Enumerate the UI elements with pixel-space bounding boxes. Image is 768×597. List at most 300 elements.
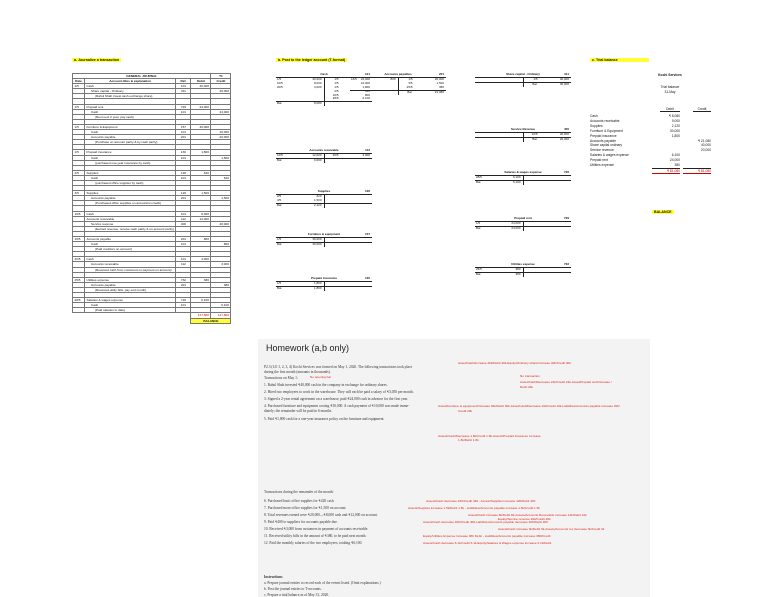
journal-credit: 20,000 [211,135,231,140]
t-entry-amount [339,238,373,242]
journal-account: Accounts payable [85,282,176,287]
journal-credit: 620 [211,175,231,180]
t-account [350,72,446,95]
journal-account: Cash [85,155,176,160]
tb-account: Salaries & wages expense [590,153,629,158]
journal-date: 16/5 [73,237,85,242]
t-account-name: Furniture & equipment [307,232,341,236]
journal-credit: 6,100 [211,303,231,308]
t-entry-amount: 380 [515,267,521,271]
t-account [475,72,571,87]
t-entry-date [524,268,538,272]
journal-debit: 620 [191,170,211,175]
t-balance-amount: 380 [515,271,521,276]
tb-company: Kochi Services [658,73,682,77]
journal-ref: 126 [176,191,191,196]
t-entry-amount: 3,000 [362,153,370,157]
journal-account: Accounts payable [85,135,176,140]
t-entry-amount: 24,000 [360,77,370,81]
journal-account: Prepaid rent [85,104,176,109]
homework-item: 5. Paid ₹1,800 cash for a one-year insurance policy on the furniture and equipment. [264,417,385,421]
t-balance-label: Bal. [277,202,283,207]
homework-item: 4. Purchased furniture and equipment costing ₹30,000. A cash payment of ₹10,000 was made imme- [264,404,410,408]
t-account-name: Prepaid insurance [310,276,337,280]
journal-date: 1/5 [73,124,85,129]
journal-account: Supplies [85,170,176,175]
journal-ref: 112 [176,262,191,267]
tb-balance-label: BALANCE [654,210,672,214]
t-account [276,189,372,208]
journal-credit: 40,000 [211,89,231,94]
t-entry-date [524,176,538,180]
tb-account: Prepaid rent [590,158,608,163]
journal-account: Utilities expense [85,277,176,282]
t-entry-date [325,238,339,242]
t-entry-amount [538,268,572,272]
tb-credit [683,163,711,167]
t-account-name: Accounts receivable [309,148,339,152]
t-account-name: Share capital - Ordinary [506,72,540,76]
t-entry-date: 2/5 [277,194,282,198]
t-account-number: 726 [563,170,569,174]
t-balance-label: Bal. [407,89,413,94]
t-balance-label: Bal. [476,225,482,230]
t-balance-label: Bal. [277,101,283,106]
journal-account: (Rahul Shah invest cash exchange share) [85,94,176,99]
t-entry-amount: 10,000 [360,80,370,85]
journal-ref: 201 [176,237,191,242]
homework-annotation: Assets/Cash decrease 400/Credit 400-Liabilities/Accounts payable decrease 400/Debit 400 [423,520,548,524]
t-entry-date: 1/5 [476,221,481,225]
homework-annotation: Asset/Cash/Increase 40k/Debit 40k-Equity/Ordinary share/Increase 40k/Credit 40k [458,361,571,365]
journal-page: T1 [211,74,231,79]
journal-ref: 112 [176,216,191,221]
journal-account: Cash [85,109,176,114]
t-entry-amount [339,199,373,203]
t-account-number: 400 [563,127,569,131]
tb-credit [683,114,711,118]
t-account-number: 201 [438,72,444,76]
t-entry-amount: 24,000 [511,221,521,225]
journal-ref: 201 [176,282,191,287]
homework-opening-note: No opening bal [310,375,331,379]
t-balance-label: Bal. [476,271,482,276]
homework-item: 9. Paid ₹400 to suppliers for accounts payable due. [264,520,338,524]
tb-credit: ₹ 21,080 [697,138,711,143]
journal-account: Accounts payable [85,196,176,201]
header-credit: Credit [211,79,231,84]
homework-annotation: Equity/Service revenue 20k/Credit 20k [498,517,551,521]
journal-account: Salaries & wages expense [85,298,176,303]
tb-debit: 380 [674,163,680,167]
homework-annotation: Equity/Utilities Expense increase 380 Debit - Liabilities/Accounts payable increase 380/Credit [423,534,551,538]
section-a-label: a. Journalize a transaction [74,58,120,62]
homework-subhead-2: Transactions during the remainder of the month: [264,490,334,494]
journal-ref: 101 [176,84,191,89]
journal-credit: 1,500 [211,196,231,201]
homework-annotation: No transaction [520,374,540,378]
journal-debit: 8,000 [191,211,211,216]
t-entry-amount: 1,500 [436,80,444,85]
t-entry-amount [364,86,398,90]
t-entry-amount: 800 [390,77,396,81]
journal-account: Accounts payable [85,237,176,242]
homework-item: 2. Hired two employees to work in the warehouse. They will each be paid a salary of ₹3,050 per month. [264,390,414,394]
t-entry-amount: 12,000 [312,153,322,157]
t-entry-amount: 380 [438,84,444,89]
t-account-number: 732 [563,262,569,266]
t-account-name: Salaries & wages expense [504,170,542,174]
tb-debit [652,139,680,143]
homework-instructions-title: Instructions [264,575,283,579]
t-entry-date: 16/5 [351,77,357,81]
t-account-number: 126 [364,189,370,193]
tb-debit: 24,000 [669,158,680,163]
journal-date: 1/5 [73,84,85,89]
homework-image [258,339,650,597]
t-account-name: Cash [320,72,328,76]
homework-subhead-1: Transactions on May 1: [264,376,298,380]
t-entry-date [475,78,489,82]
t-balance-label: Bal. [532,136,538,141]
t-entry-amount: 8,000 [313,80,322,85]
tb-credit [683,129,711,133]
t-account-number: 130 [364,276,370,280]
journal-debit: 800 [191,237,211,242]
t-entry-amount: 3,000 [313,84,322,89]
journal-account: (Received utility bills, pay end month) [85,287,176,292]
t-account-number: 101 [364,72,370,76]
journal-date: 10/5 [73,211,85,216]
trial-balance [590,73,710,193]
t-entry-date: 10/5 [531,132,538,136]
tb-account: Cash [590,114,598,118]
homework-annotation: Credit 20k [458,409,473,413]
tb-debit: 2,120 [671,123,680,128]
journal-account: Accounts receivable [85,262,176,267]
journal-ref: 101 [176,211,191,216]
journal-date: 25/5 [73,277,85,282]
journal-ref: 101 [176,257,191,262]
t-entry-amount: 40,000 [312,77,322,81]
header-date: Date [73,79,85,84]
tb-title: Trial balance [660,85,680,89]
t-entry-date: 1/5 [334,84,339,89]
journal-account: Cash [85,175,176,180]
t-entry-date: 1/5 [334,80,339,85]
journal-ref: 101 [176,130,191,135]
t-entry-date: 3/5 [408,80,413,85]
homework-intro-2: during the first month (amounts in thousands). [264,370,331,374]
t-entry-amount [339,282,373,286]
journal-date: 3/5 [73,191,85,196]
tb-col-debit: Debit [660,107,680,112]
journal-debit: 1,800 [191,150,211,155]
homework-annotation: Assets/Cash decrease 420/Credit 420 - Assets/Supplies increase 420/Debit 420 [426,499,536,503]
t-balance-label: Bal. [277,285,283,290]
t-account [475,262,571,277]
journal-debit: 30,000 [191,124,211,129]
journal-account: Service revenue [85,221,176,226]
homework-intro-1: P2.3 (LO 1, 2, 3, 4) Kochi Services was formed on May 1, 2020. The following transactions took place [264,365,413,369]
t-account-number: 729 [563,216,569,220]
t-entry-date [350,86,364,90]
tb-debit: 6,100 [671,153,680,158]
tb-credit: 40,000 [700,143,711,148]
journal-debit: 3,000 [191,257,211,262]
homework-annotation: 1.8k/Debit 1.8k [458,438,479,442]
tb-credit [683,124,711,128]
journal-balance-label: BALANCE [191,318,231,323]
tb-credit [683,119,711,123]
tb-account: Service revenue [590,148,614,153]
journal-ref: 201 [176,196,191,201]
tb-account: Utilities expense [590,163,615,167]
homework-item: 12. Paid the monthly salaries of the two employees, totaling ₹6,100. [264,541,363,545]
journal-account: Accounts receivable [85,216,176,221]
t-account-number: 311 [564,72,569,76]
t-balance-amount: 9,000 [313,157,322,162]
t-account-name: Supplies [317,189,331,193]
journal-credit: 3,000 [211,262,231,267]
homework-item: 1. Rahul Shah invested ₹40,000 cash in the company in exchange for ordinary shares. [264,383,388,387]
journal-credit: 10,000 [211,130,231,135]
homework-item: 8. Total revenues earned were ₹20,000—₹8,000 cash and ₹12,000 on account. [264,513,378,517]
t-entry-amount: 40,000 [559,77,569,81]
journal-debit: 12,000 [191,216,211,221]
t-entry-date: 28/5 [476,175,482,179]
t-account [276,232,372,247]
journal-debit: 40,000 [191,84,211,89]
t-balance-amount: 2,120 [313,202,322,207]
t-balance-amount: 40,000 [559,81,569,86]
journal-ref: 311 [176,89,191,94]
journal-date: 2/5 [73,170,85,175]
t-entry-date: 1/5 [277,237,282,241]
tb-total-debit: ₹ 81,080 [652,168,680,174]
t-balance-amount: 1,800 [313,285,322,290]
journal-account: Prepaid insurance [85,150,176,155]
journal-ref: 130 [176,150,191,155]
tb-account: Furniture & Equipment [590,128,623,133]
journal-credit: 20,000 [211,221,231,226]
tb-debit [652,143,680,147]
t-balance-amount: 30,000 [312,241,322,246]
journal-account: (purchased office supplies by cash) [85,180,176,185]
t-entry-amount: 30,000 [312,237,322,241]
homework-annotation: Assets/Cash increase 8k/Debit 8k-Assets/Accounts Receivable increase 12k/Debit 12k [468,513,587,517]
t-entry-date: 28/5 [332,96,339,101]
journal-account: (purchased one-year insurance by cash) [85,160,176,165]
homework-instruction: b. Post the journal entries to T-accounts. [264,587,322,591]
tb-credit: 20,000 [700,148,711,153]
t-balance-amount: 21,080 [434,89,444,94]
journal-ref: 101 [176,303,191,308]
t-entry-amount: 20,000 [559,132,569,136]
journal-ref: 726 [176,298,191,303]
section-c-label: c. Trial balance [590,58,649,62]
journal-debit: 1,500 [191,191,211,196]
journal-account: Cash [85,84,176,89]
homework-instruction: a. Prepare journal entries to record each of the events listed. (Omit explanations.) [264,581,381,585]
t-account [276,276,372,291]
t-balance-label: Bal. [277,241,283,246]
journal-account: Cash [85,130,176,135]
journal-total-debit: 127,800 [191,313,211,318]
homework-annotation: Assets/Cash decrease 6.1k/Credit 6.1k-Equity/Salaries & Wages expense increase 6.1k/Debit [423,541,552,545]
homework-title: Homework (a,b only) [266,343,350,353]
t-entry-date: 25/5 [476,267,482,271]
tb-debit: 9,000 [671,118,680,123]
homework-item: diately; the remainder will be paid in 6 months. [264,409,333,413]
t-account-name: Service Revenue [510,127,535,131]
t-account-name: Accounts payables [384,72,412,76]
t-balance-amount: 6,100 [512,179,521,184]
tb-account: Prepaid insurance [590,133,617,138]
header-account: Account titles & explanation [85,79,176,84]
t-entry-date: 20/5 [277,84,283,89]
journal-ref: 201 [176,135,191,140]
tb-debit: 30,000 [669,128,680,133]
t-entry-amount [489,78,523,82]
t-entry-amount: 800 [364,92,370,97]
journal-ref: 126 [176,170,191,175]
t-entry-date [325,199,339,203]
t-account-name: Utilities expense [511,262,535,266]
tb-credit [683,134,711,138]
journal-account: (Purchase on account partly & by cash partly) [85,140,176,145]
tb-col-credit: Credit [693,107,711,112]
t-account [276,148,372,163]
t-entry-date [475,133,489,137]
tb-credit [683,158,711,162]
journal-account: Supplies [85,191,176,196]
homework-item: 10. Received ₹3,000 from customers in payment of accounts receivable. [264,527,369,531]
header-debit: Debit [191,79,211,84]
t-entry-date: 20/5 [332,153,339,157]
journal-account: Cash [85,242,176,247]
t-entry-date: 1/5 [277,77,282,81]
journal-date: 1/5 [73,104,85,109]
journal-total-credit: 127,800 [211,313,231,318]
journal-ref: 101 [176,109,191,114]
journal-ref: 101 [176,175,191,180]
t-balance-amount: 24,000 [511,225,521,230]
t-entry-date: 2/5 [334,88,339,93]
t-entry-date: 1/5 [533,77,538,81]
journal-credit: 24,000 [211,109,231,114]
t-entry-date: 1/5 [277,281,282,285]
t-balance-label: Bal. [532,81,538,86]
t-balance-amount: 20,000 [559,136,569,141]
homework-item: 3. Signed a 2-year rental agreement on a warehouse; paid ₹24,000 cash in advance for the first year. [264,397,408,401]
t-entry-amount: 6,100 [362,96,370,101]
tb-date: 31-May [664,90,676,94]
tb-credit [683,153,711,157]
t-entry-date [325,282,339,286]
t-entry-date: 10/5 [277,153,283,157]
t-entry-amount: 1,500 [313,197,322,202]
journal-account: (Received cash from customers in payment on account) [85,267,176,272]
t-entry-amount: 620 [316,194,322,198]
journal-credit: 1,800 [211,155,231,160]
journal-ref: 101 [176,155,191,160]
t-entry-date: 3/5 [277,197,282,202]
journal-ref: 101 [176,242,191,247]
journal-debit: 24,000 [191,104,211,109]
t-account-name: Prepaid rent [514,216,532,220]
t-entry-amount: 1,800 [313,281,322,285]
journal-account: (Earned revenue, receive cash partly & on account partly) [85,226,176,231]
t-balance-label: Bal. [476,179,482,184]
t-entry-amount [538,176,572,180]
journal-account: (Rent next 2 year, pay cash) [85,114,176,119]
tb-account: Accounts receivable [590,118,620,123]
t-entry-amount: 620 [364,88,370,93]
journal-account: Share capital - Ordinary [85,89,176,94]
t-account [475,127,571,142]
journal-account: (Paid creditors on account) [85,247,176,252]
t-account-number: 112 [365,148,370,152]
journal-ref: 732 [176,277,191,282]
homework-annotation: Assets/Cash/Decrease 1.8k/Credit 1.8k-Assets/Prepaid insurance increase [438,434,541,438]
journal-date: 28/5 [73,298,85,303]
journal-title: GENERAL JOURNAL [73,74,211,79]
homework-item: 6. Purchased basic office supplies for ₹420 cash. [264,499,335,503]
journal-credit: 800 [211,242,231,247]
journal-debit: 6,100 [191,298,211,303]
journal-account: Furniture & Equipment [85,124,176,129]
t-entry-amount: 6,100 [512,175,521,179]
tb-total-credit: ₹ 81,080 [683,168,711,174]
header-ref: Ref. [176,79,191,84]
tb-account: Supplies [590,123,603,128]
journal-account: Cash [85,257,176,262]
homework-instruction: c. Prepare a trial balance as of May 31, 2020. [264,593,330,597]
t-account [475,170,571,185]
t-account [475,216,571,231]
homework-annotation: Asset/Cash/Decrease 24k/Credit 24k-Asset/Prepaid rent/Increase / [520,380,612,384]
t-entry-date: 1/5 [408,77,413,81]
t-entry-date: 25/5 [406,84,413,89]
journal-ref: 400 [176,221,191,226]
t-entry-date [524,222,538,226]
section-b-label: b. Post to the ledger account (T-format) [278,58,346,62]
t-entry-amount: 1,800 [362,84,370,89]
t-entry-amount [489,133,523,137]
t-entry-amount [538,222,572,226]
journal-account: Cash [85,303,176,308]
homework-item: 7. Purchased more office supplies for ₹1,500 on account. [264,506,347,510]
t-entry-date: 16/5 [332,92,339,97]
homework-item: 11. Received utility bills in the amount of ₹380, to be paid next month. [264,534,367,538]
t-entry-date: 1/5 [334,77,339,81]
journal-credit: 380 [211,282,231,287]
journal-date: 1/5 [73,150,85,155]
journal-date: 20/5 [73,257,85,262]
t-balance-label: Bal. [277,157,283,162]
journal-debit: 380 [191,277,211,282]
tb-debit: ₹ 8,080 [668,114,680,118]
t-balance-amount: 8,080 [313,101,322,106]
journal-ref: 729 [176,104,191,109]
tb-debit [652,148,680,152]
journal-ref: 157 [176,124,191,129]
homework-annotation: Assets/Supplies increase 1.5k/Debit 1.5k - Liabilities/Accounts payable increase 1.5k/Credit 1.5k [408,506,540,510]
t-account-number: 157 [364,232,370,236]
journal-account: (Purchased office supplies on account/on credit) [85,201,176,206]
homework-annotation: Assets/Cash increase 3k/Debit 3k-Assets/Accounts rec decrease 3k/Credit 3k [498,527,605,531]
